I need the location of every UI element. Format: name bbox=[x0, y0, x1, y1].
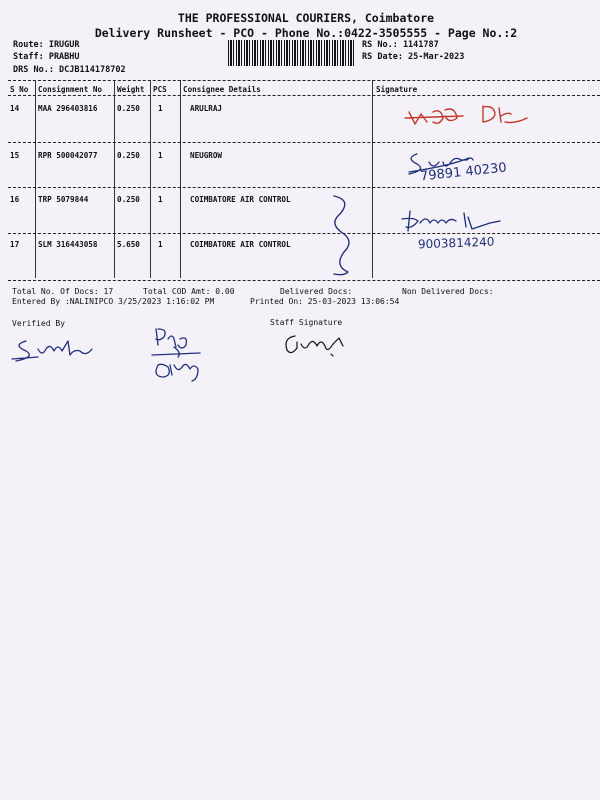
row-weight: 5.650 bbox=[117, 240, 140, 249]
col-divider bbox=[180, 80, 181, 278]
rs-date: RS Date: 25-Mar-2023 bbox=[362, 52, 465, 62]
row-weight: 0.250 bbox=[117, 195, 140, 204]
col-divider bbox=[150, 80, 151, 278]
row-consignee: NEUGROW bbox=[190, 151, 223, 160]
col-header-consignee: Consignee Details bbox=[183, 85, 261, 94]
row-rule bbox=[8, 142, 600, 143]
row-sno: 15 bbox=[10, 151, 20, 160]
row17-phone-note: 9003814240 bbox=[417, 234, 495, 252]
entered-by: Entered By :NALINIPCO 3/25/2023 1:16:02 PM bbox=[12, 297, 215, 306]
row15-phone-note: 79891 40230 bbox=[419, 160, 508, 185]
runsheet-subtitle: Delivery Runsheet - PCO - Phone No.:0422-3505555 - Page No.:2 bbox=[94, 26, 518, 40]
total-cod: Total COD Amt: 0.00 bbox=[143, 287, 235, 296]
col-header-weight: Weight bbox=[117, 85, 145, 94]
row-sno: 14 bbox=[10, 104, 20, 113]
row-sno: 16 bbox=[10, 195, 20, 204]
col-header-sno: S No bbox=[10, 85, 29, 94]
row-consignment: TRP 5079844 bbox=[38, 195, 89, 204]
row-weight: 0.250 bbox=[117, 151, 140, 160]
route-label: Route: IRUGUR bbox=[13, 40, 80, 50]
signature-row-16 bbox=[400, 205, 510, 235]
row-consignment: SLM 316443058 bbox=[38, 240, 98, 249]
row-pcs: 1 bbox=[158, 104, 163, 113]
col-header-signature: Signature bbox=[376, 85, 418, 94]
non-delivered-docs: Non Delivered Docs: bbox=[402, 287, 494, 296]
staff-signature-label: Staff Signature bbox=[270, 318, 343, 327]
row-pcs: 1 bbox=[158, 240, 163, 249]
signature-row-14 bbox=[405, 100, 535, 130]
row-consignment: RPR 500042077 bbox=[38, 151, 98, 160]
verifier-signature bbox=[8, 335, 108, 365]
rs-number: RS No.: 1141787 bbox=[362, 40, 439, 50]
row-pcs: 1 bbox=[158, 151, 163, 160]
table-top-rule bbox=[8, 80, 600, 81]
row-consignee: COIMBATORE AIR CONTROL bbox=[190, 195, 291, 204]
delivered-docs: Delivered Docs: bbox=[280, 287, 353, 296]
row-rule bbox=[8, 233, 600, 234]
row-consignment: MAA 296403816 bbox=[38, 104, 98, 113]
col-divider bbox=[372, 80, 373, 278]
total-docs: Total No. Of Docs: 17 bbox=[12, 287, 114, 296]
table-header-rule bbox=[8, 95, 600, 96]
company-title: THE PROFESSIONAL COURIERS, Coimbatore bbox=[177, 11, 435, 25]
staff-label: Staff: PRABHU bbox=[13, 52, 80, 62]
drs-number: DRS No.: DCJB114178702 bbox=[13, 65, 126, 75]
bracket-mark bbox=[320, 190, 360, 280]
row-consignee: ARULRAJ bbox=[190, 104, 223, 113]
row-pcs: 1 bbox=[158, 195, 163, 204]
verified-by-label: Verified By bbox=[12, 319, 65, 328]
runsheet-barcode bbox=[228, 40, 356, 66]
printed-on: Printed On: 25-03-2023 13:06:54 bbox=[250, 297, 400, 306]
col-header-consignment: Consignment No bbox=[38, 85, 103, 94]
row-consignee: COIMBATORE AIR CONTROL bbox=[190, 240, 291, 249]
col-header-pcs: PCS bbox=[153, 85, 167, 94]
col-divider bbox=[35, 80, 36, 278]
approver-initials bbox=[150, 325, 210, 385]
col-divider bbox=[114, 80, 115, 278]
table-bottom-rule bbox=[8, 280, 600, 281]
row-weight: 0.250 bbox=[117, 104, 140, 113]
staff-signature-mark bbox=[283, 330, 353, 360]
row-sno: 17 bbox=[10, 240, 20, 249]
